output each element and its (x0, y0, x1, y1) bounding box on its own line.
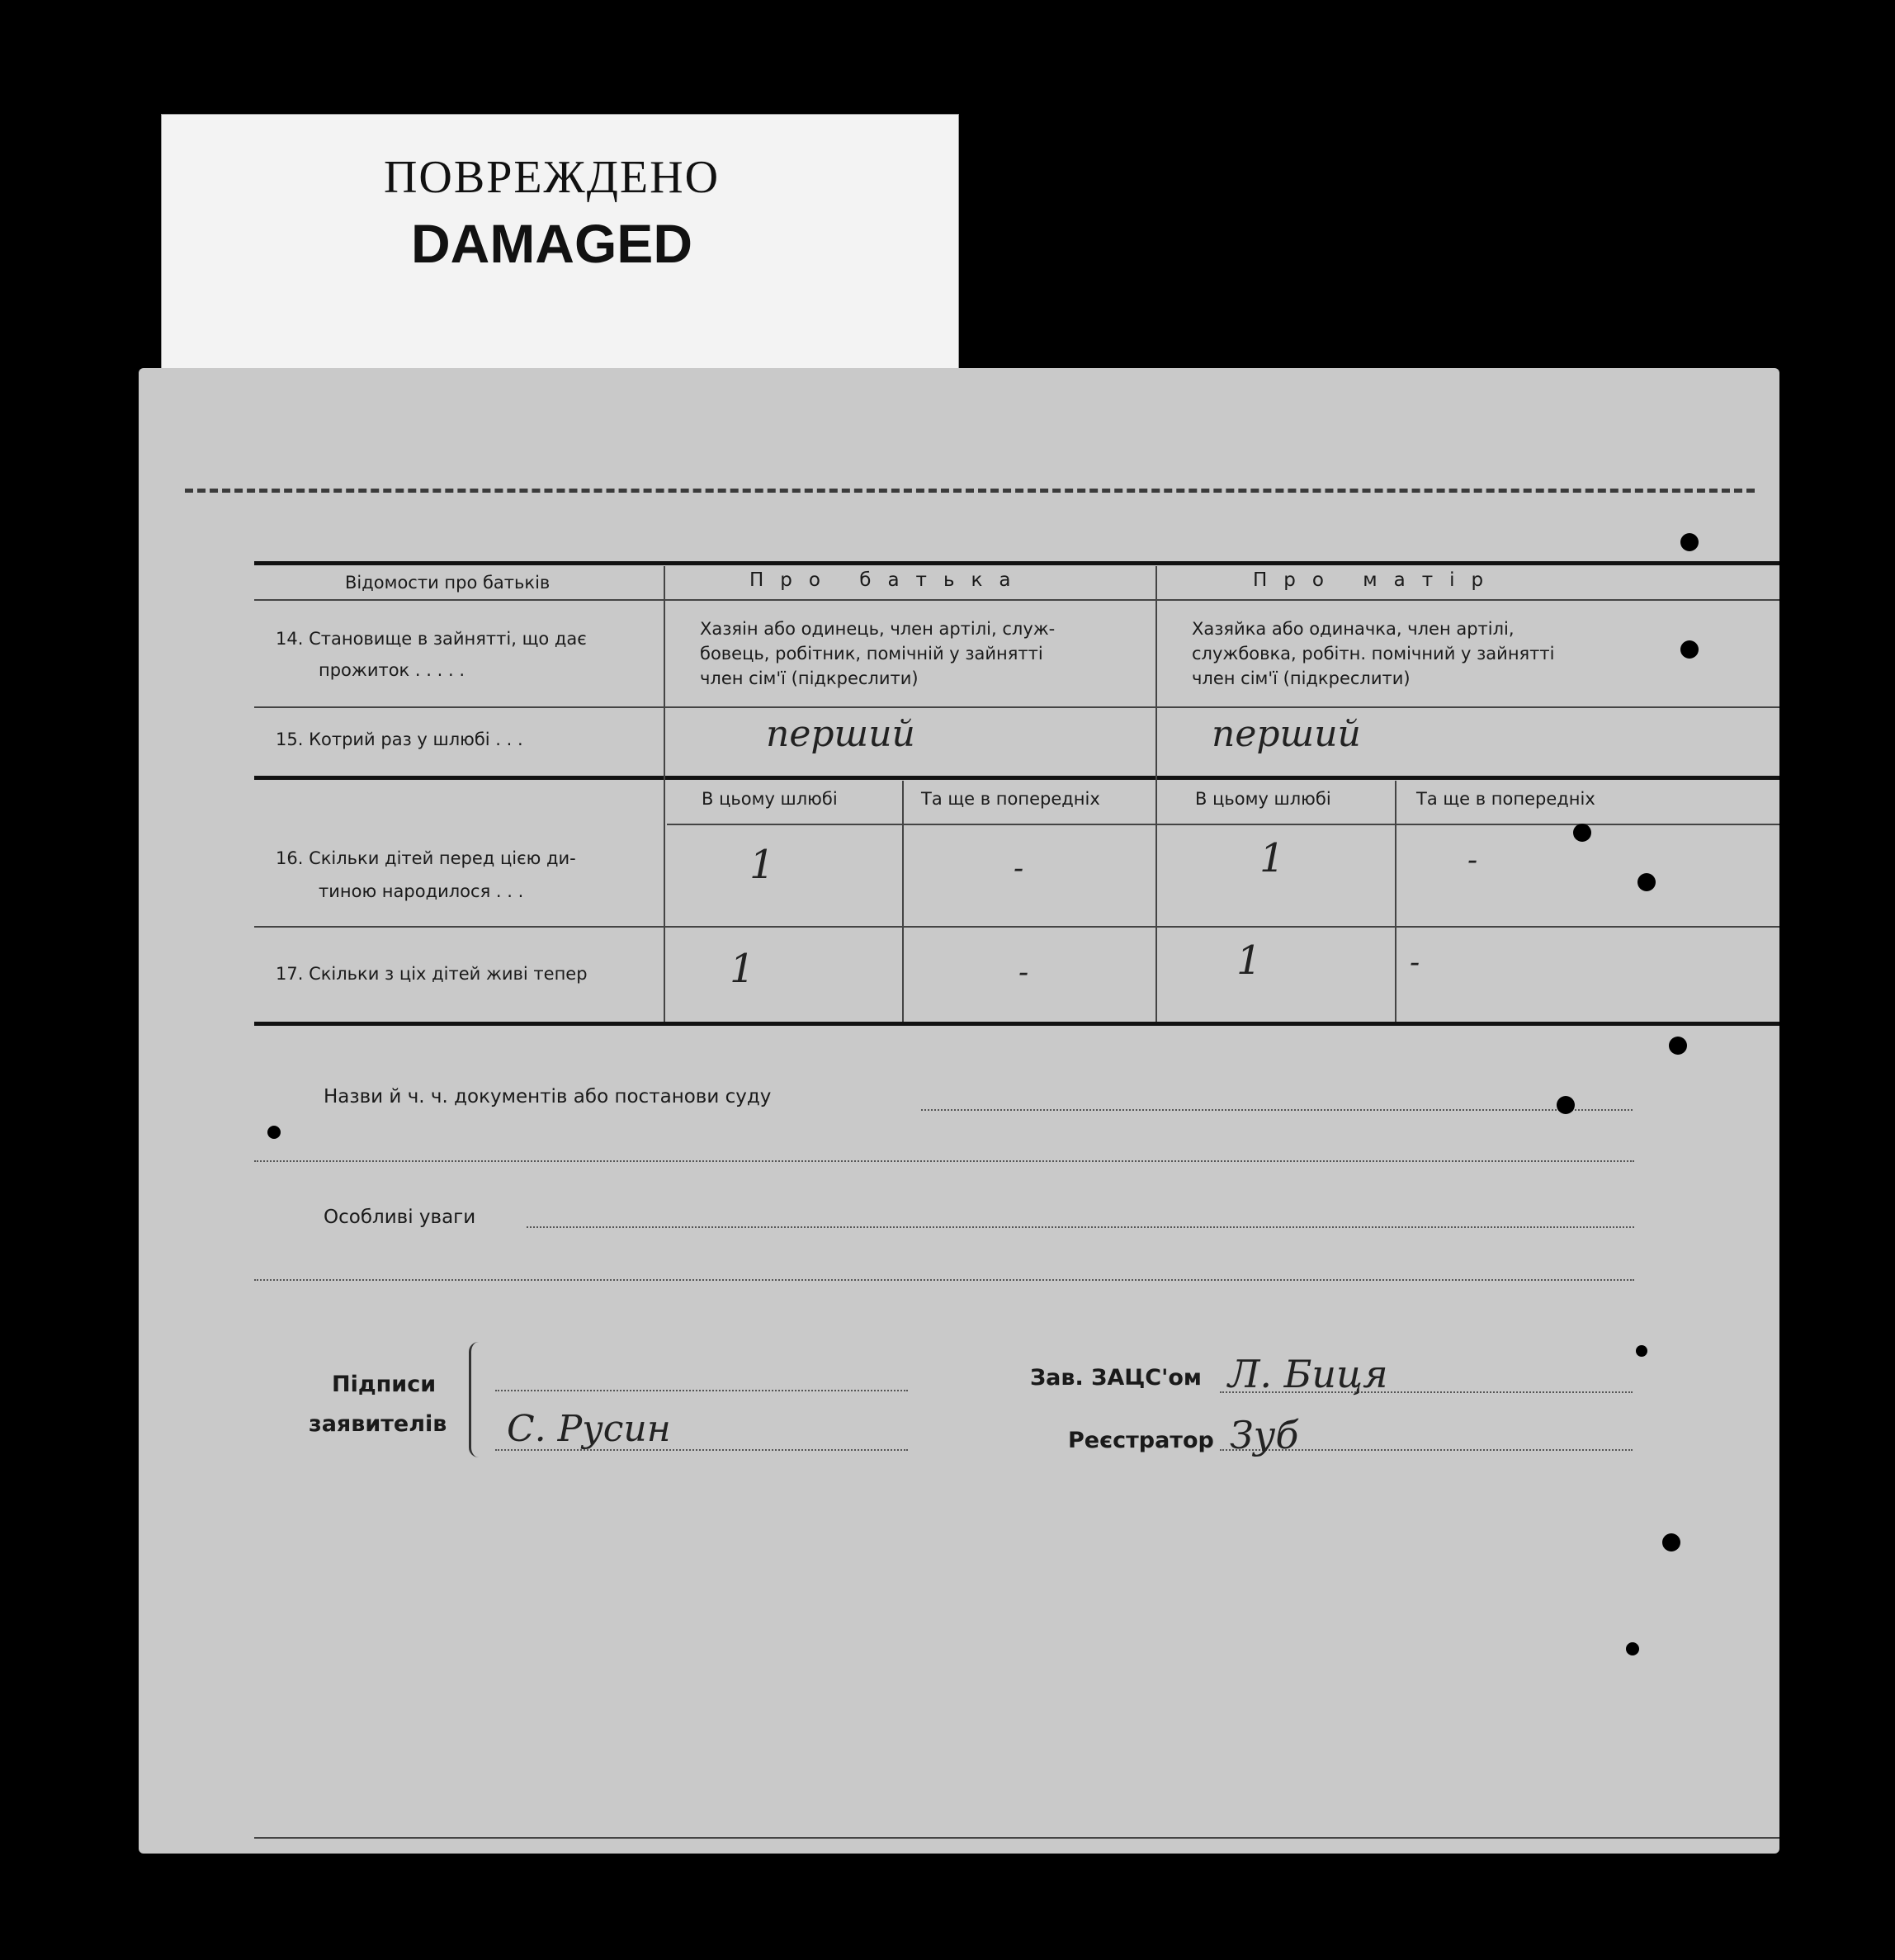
notes-line-2 (254, 1279, 1634, 1281)
applicants-brace (469, 1342, 486, 1457)
form-sheet (139, 368, 1779, 1854)
damage-hole (1662, 1533, 1680, 1551)
row17-father-this: 1 (730, 946, 755, 992)
applicant-signature: С. Русин (507, 1408, 671, 1450)
notes-line-1 (527, 1226, 1634, 1228)
row16-father-this: 1 (749, 842, 775, 888)
row17-label: 17. Скільки з ціх дітей живі тепер (276, 964, 588, 984)
documents-line-2 (254, 1160, 1634, 1162)
notes-label: Особливі уваги (324, 1207, 476, 1228)
subheader-mother-prev: Та ще в попередніх (1416, 789, 1595, 809)
row14-mother-line1: Хазяйка або одиначка, член артілі, (1192, 619, 1515, 639)
damage-hole (1669, 1037, 1687, 1055)
col-divider-4 (1395, 781, 1396, 1022)
row16-label-line1: 16. Скільки дітей перед цією ди- (276, 848, 576, 868)
subheader-father-this: В цьому шлюбі (702, 789, 838, 809)
registrar-signature: Зуб (1230, 1413, 1299, 1457)
damage-hole (1626, 1642, 1639, 1655)
bottom-rule (254, 1837, 1779, 1839)
damage-hole (1636, 1345, 1647, 1357)
damaged-label-english: DAMAGED (411, 213, 692, 274)
perforation-line (185, 489, 1755, 493)
damaged-label-russian: ПОВРЕЖДЕНО (383, 152, 721, 203)
row15-divider (254, 776, 1779, 780)
damaged-label-card (161, 114, 959, 375)
subheader-divider (667, 824, 1779, 825)
damage-hole (267, 1126, 281, 1139)
subheader-father-prev: Та ще в попередніх (921, 789, 1100, 809)
damage-hole (1557, 1096, 1575, 1114)
row16-father-prev: - (1014, 852, 1024, 886)
row14-father-line3: член сім'ї (підкреслити) (700, 668, 919, 688)
row14-label-line2: прожиток . . . . . (319, 660, 465, 680)
head-of-registry-label: Зав. ЗАЦС'ом (1030, 1365, 1202, 1391)
row14-mother-line2: службовка, робітн. помічний у зайнятті (1192, 644, 1555, 664)
col-divider-1 (664, 566, 665, 1022)
damage-hole (1680, 640, 1699, 659)
damage-hole (1680, 533, 1699, 551)
table-bottom-rule (254, 1022, 1779, 1026)
row17-mother-prev: - (1410, 946, 1420, 980)
row14-label-line1: 14. Становище в зайнятті, що дає (276, 629, 587, 649)
row16-label-line2: тиною народилося . . . (319, 881, 524, 901)
registrar-label: Реєстратор (1068, 1428, 1214, 1453)
damage-hole (1573, 824, 1591, 842)
damage-hole (1637, 873, 1656, 891)
col-divider-2 (1155, 566, 1157, 1022)
documents-line-1 (921, 1109, 1633, 1111)
row17-mother-this: 1 (1236, 937, 1262, 984)
table-top-rule (254, 561, 1779, 565)
subheader-mother-this: В цьому шлюбі (1195, 789, 1331, 809)
row16-mother-this: 1 (1259, 835, 1285, 881)
header-divider (254, 599, 1779, 601)
row15-label: 15. Котрий раз у шлюбі . . . (276, 730, 523, 749)
applicant-sig-line-1 (495, 1390, 908, 1391)
documents-label: Назви й ч. ч. документів або постанови суду (324, 1086, 772, 1108)
row14-divider (254, 706, 1779, 708)
header-parents-info: Відомости про батьків (345, 573, 551, 593)
row16-divider (254, 926, 1779, 928)
header-father: Про батька (749, 569, 1028, 591)
row14-father-line2: бовець, робітник, помічній у зайнятті (700, 644, 1043, 664)
row15-mother-value: перший (1212, 713, 1361, 755)
row14-mother-line3: член сім'ї (підкреслити) (1192, 668, 1411, 688)
header-mother: Про матір (1253, 569, 1500, 591)
row17-father-prev: - (1018, 956, 1029, 989)
applicants-label-1: Підписи (332, 1372, 437, 1397)
col-divider-3 (902, 781, 904, 1022)
row15-father-value: перший (766, 713, 915, 755)
row14-father-line1: Хазяін або одинець, член артілі, служ- (700, 619, 1056, 639)
head-signature: Л. Биця (1228, 1352, 1388, 1396)
applicants-label-2: заявителів (309, 1411, 447, 1437)
row16-mother-prev: - (1467, 843, 1478, 877)
